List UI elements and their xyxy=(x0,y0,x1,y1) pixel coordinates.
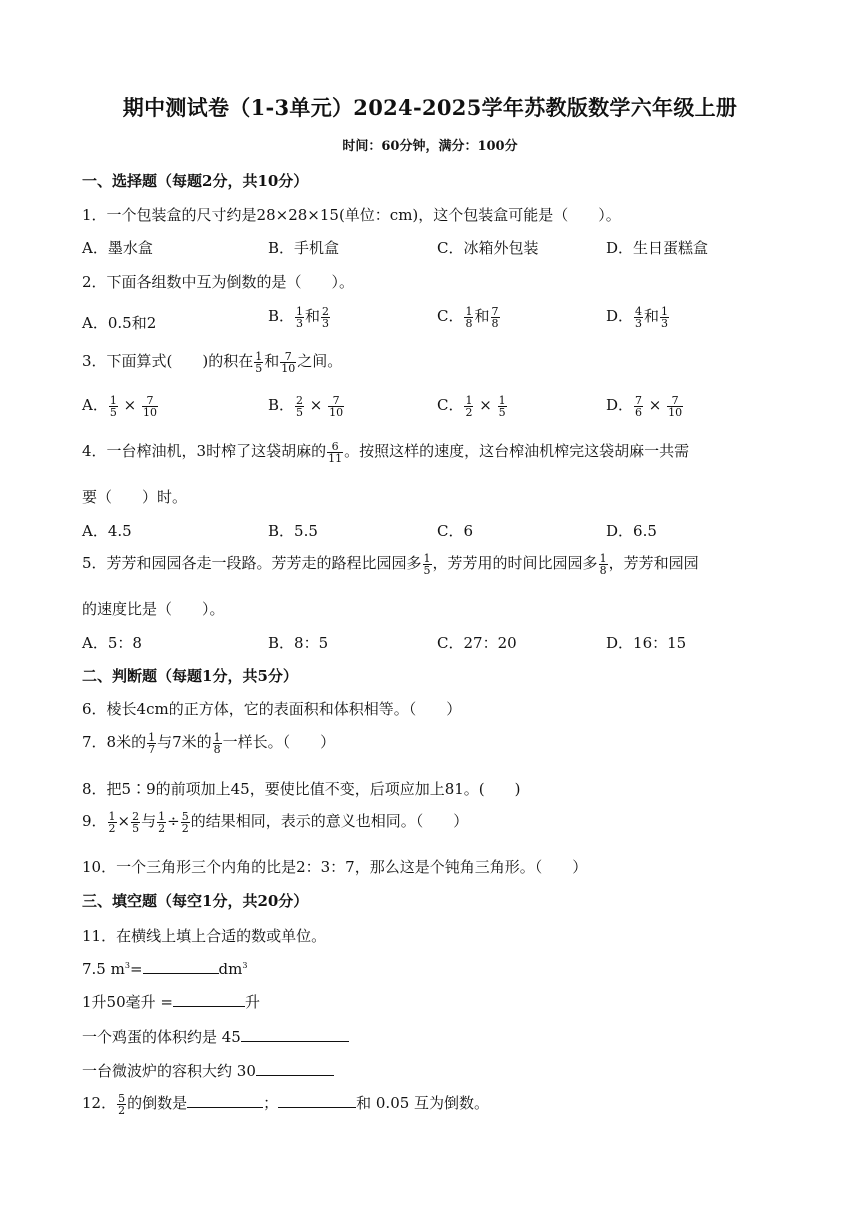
section-heading-choice: 一、选择题（每题2分，共10分） xyxy=(82,172,309,190)
answer-blank[interactable] xyxy=(278,1092,356,1108)
question-4: 4．一台榨油机，3时榨了这袋胡麻的 $\frac{6}{11}$ 。按照这样的速度，这台榨油机榨完这袋胡麻一共需 xyxy=(82,439,690,465)
q5-option-b: B．8：5 xyxy=(268,634,329,652)
q4-option-c: C．6 xyxy=(437,522,474,540)
question-1: 1．一个包装盒的尺寸约是28×28×15(单位：cm)，这个包装盒可能是（ ）。 xyxy=(82,206,621,224)
answer-blank[interactable] xyxy=(173,991,245,1007)
answer-blank[interactable] xyxy=(143,958,219,974)
q5-option-a: A．5：8 xyxy=(82,634,142,652)
answer-blank[interactable] xyxy=(256,1060,334,1076)
q3-option-c: C． $\frac{1}{2}$ × $\frac{1}{5}$ xyxy=(437,393,506,419)
answer-blank[interactable] xyxy=(187,1092,263,1108)
question-11: 11．在横线上填上合适的数或单位。 xyxy=(82,927,327,945)
q1-option-c: C．冰箱外包装 xyxy=(437,239,539,257)
question-4-line-2: 要（ ）时。 xyxy=(82,488,188,506)
q11-line-2: 1升50毫升 = 升 xyxy=(82,993,260,1011)
q2-option-c: C． $\frac{1}{8}$ 和 $\frac{7}{8}$ xyxy=(437,304,499,330)
q11-line-3: 一个鸡蛋的体积约是 45 xyxy=(82,1026,349,1047)
question-2: 2．下面各组数中互为倒数的是（ ）。 xyxy=(82,273,355,291)
question-12: 12． $\frac{5}{2}$ 的倒数是 ； 和 0.05 互为倒数。 xyxy=(82,1091,490,1117)
q1-option-d: D．生日蛋糕盒 xyxy=(606,239,709,257)
q2-option-a: A．0.5和2 xyxy=(82,314,157,332)
q4-option-b: B．5.5 xyxy=(268,522,318,540)
question-6: 6．棱长4cm的正方体，它的表面积和体积相等。（ ） xyxy=(82,700,462,718)
q4-option-a: A．4.5 xyxy=(82,522,132,540)
q11-line-1: 7.5 $m^3= dm^3$ xyxy=(82,960,248,978)
exam-info: 时间：60分钟，满分：100分 xyxy=(342,139,518,154)
q3-option-b: B． $\frac{2}{5}$ × $\frac{7}{10}$ xyxy=(268,393,344,419)
q2-option-b: B． $\frac{1}{3}$ 和 $\frac{2}{3}$ xyxy=(268,304,330,330)
q5-option-d: D．16：15 xyxy=(606,634,687,652)
q3-option-d: D． $\frac{7}{6}$ × $\frac{7}{10}$ xyxy=(606,393,683,419)
q3-option-a: A． $\frac{1}{5}$ × $\frac{7}{10}$ xyxy=(82,393,157,419)
q5-option-c: C．27：20 xyxy=(437,634,517,652)
question-5: 5．芳芳和园园各走一段路。芳芳走的路程比园园多 $\frac{1}{5}$ ，芳芳用的时间比园园多 $\frac{1}{8}$ ，芳芳和园园 xyxy=(82,551,699,577)
q11-line-4: 一台微波炉的容积大约 30 xyxy=(82,1060,334,1081)
q2-option-d: D． $\frac{4}{3}$ 和 $\frac{1}{3}$ xyxy=(606,304,669,330)
section-heading-fill: 三、填空题（每空1分，共20分） xyxy=(82,892,309,910)
q1-option-b: B．手机盒 xyxy=(268,239,340,257)
question-7: 7．8米的 $\frac{1}{7}$ 与7米的 $\frac{1}{8}$ 一样长。（ ） xyxy=(82,730,336,756)
question-10: 10．一个三角形三个内角的比是2：3：7，那么这是个钝角三角形。（ ） xyxy=(82,858,588,876)
question-3: 3．下面算式( )的积在 $\frac{1}{5}$ 和 $\frac{7}{10}$ 之间。 xyxy=(82,349,343,375)
page-title: 期中测试卷（1-3单元）2024-2025学年苏教版数学六年级上册 xyxy=(122,95,738,120)
answer-blank[interactable] xyxy=(241,1026,349,1042)
question-5-line-2: 的速度比是（ ）。 xyxy=(82,600,225,618)
section-heading-judge: 二、判断题（每题1分，共5分） xyxy=(82,667,298,685)
question-9: 9． $\frac{1}{2}$ × $\frac{2}{5}$ 与 $\frac{1}{2}$ ÷ $\frac{5}{2}$ 的结果相同，表示的意义也相同。（ ） xyxy=(82,809,469,835)
q4-option-d: D．6.5 xyxy=(606,522,657,540)
question-8: 8．把5∶9的前项加上45，要使比值不变，后项应加上81。( ) xyxy=(82,780,521,798)
q1-option-a: A．墨水盒 xyxy=(82,239,153,257)
